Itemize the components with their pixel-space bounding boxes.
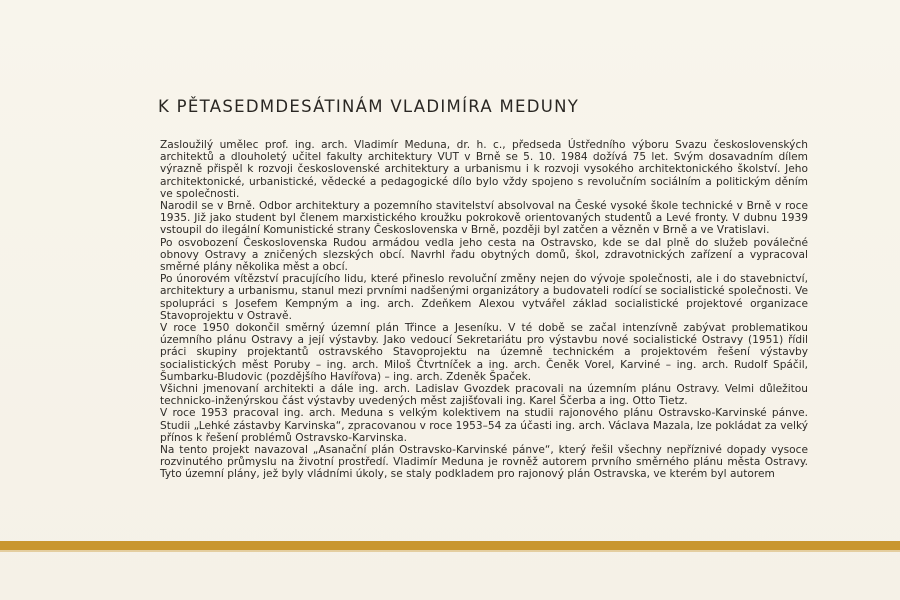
article-title: K PĚTASEDMDESÁTINÁM VLADIMÍRA MEDUNY xyxy=(158,97,580,116)
paragraph: Všichni jmenovaní architekti a dále ing. arch. Ladislav Gvozdek pracovali na územním plánu Ostravy. Velmi důležitou technicko-inženýrskou část výstavby uvedených měst zajišťovali ing. Karel Ščerba a ing. Otto Tietz. xyxy=(160,383,808,408)
paragraph: Na tento projekt navazoval „Asanační plán Ostravsko-Karvinské pánve“, který řešil všechny nepříznivé dopady vysoce rozvinutého průmyslu na životní prostředí. Vladimír Meduna je rovněž autorem prvního směrného plánu města Ostravy. Tyto územní plány, jež byly vládními úkoly, se staly podkladem pro rajonový plán Ostravska, ve kterém byl autorem xyxy=(160,444,808,481)
paragraph: V roce 1953 pracoval ing. arch. Meduna s velkým kolektivem na studii rajonového plánu Ostravsko-Karvinské pánve. Studii „Lehké zástavby Karvinska“, zpracovanou v roce 1953–54 za účasti ing. arch. Václava Mazala, lze pokládat za velký přínos k řešení problémů Ostravsko-Karvinska. xyxy=(160,407,808,444)
decorative-rule xyxy=(0,541,900,550)
paragraph: Po osvobození Československa Rudou armádou vedla jeho cesta na Ostravsko, kde se dal plně do služeb poválečné obnovy Ostravy a zničených slezských obcí. Navrhl řadu obytných domů, škol, zdravotnických zařízení a vypracoval směrné plány několika měst a obcí. xyxy=(160,236,808,274)
article-body xyxy=(160,139,808,481)
decorative-rule-shadow xyxy=(0,550,900,552)
paragraph: Zasloužilý umělec prof. ing. arch. Vladimír Meduna, dr. h. c., předseda Ústředního výboru Svazu československých architektů a dlouholetý učitel fakulty architektury VUT v Brně se 5. 10. 1984 dožívá 75 let. Svým dosavadním dílem výrazně přispěl k rozvoji československé architektury a urbanismu i k rozvoji vysokého architektonického školství. Jeho architektonické, urbanistické, vědecké a pedagogické dílo bylo vždy spojeno s revolučním sociálním a politickým děním ve společnosti. xyxy=(160,139,808,200)
paragraph: Po únorovém vítězství pracujícího lidu, které přineslo revoluční změny nejen do vývoje společnosti, ale i do stavebnictví, architektury a urbanismu, stanul mezi prvními nadšenými organizátory a budovateli rodící se socialistické společnosti. Ve spolupráci s Josefem Kempným a ing. arch. Zdeňkem Alexou vytvářel základ socialistické projektové organizace Stavoprojektu v Ostravě. xyxy=(160,273,808,322)
paragraph: V roce 1950 dokončil směrný územní plán Třince a Jeseníku. V té době se začal intenzívně zabývat problematikou územního plánu Ostravy a její výstavby. Jako vedoucí Sekretariátu pro výstavbu nové socialistické Ostravy (1951) řídil práci skupiny projektantů ostravského Stavoprojektu na územně technickém a projektovém řešení výstavby socialistických měst Poruby – ing. arch. Miloš Čtvrtníček a ing. arch. Čeněk Vorel, Karviné – ing. arch. Rudolf Spáčil, Šumbarku-Bludovic (pozdějšího Havířova) – ing. arch. Zdeněk Špaček. xyxy=(160,322,808,383)
paragraph: Narodil se v Brně. Odbor architektury a pozemního stavitelství absolvoval na České vysoké škole technické v Brně v roce 1935. Již jako student byl členem marxistického kroužku pokrokově orientovaných studentů a Levé fronty. V dubnu 1939 vstoupil do ilegální Komunistické strany Československa v Brně, později byl zatčen a vězněn v Brně a ve Vratislavi. xyxy=(160,200,808,237)
